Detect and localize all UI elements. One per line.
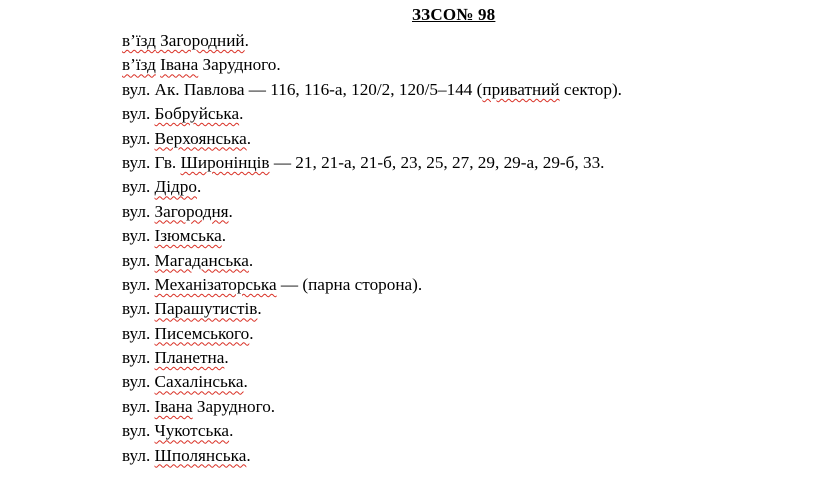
spellcheck-flagged-text: Верхоянська [154,128,247,148]
spellcheck-flagged-text: Планетна [154,348,225,368]
address-line [122,102,622,126]
spellcheck-flagged-text: Чукотська [154,421,230,441]
address-list [122,29,622,468]
line-text: вул. [122,274,155,294]
spellcheck-flagged-text: Івана [160,55,199,75]
address-line [122,151,622,175]
line-text: — 21, 21-а, 21-б, 23, 25, 27, 29, 29-а, 29-б, 33. [269,152,605,172]
line-text: . [239,104,244,124]
spellcheck-flagged-text: Механізаторська [154,274,277,294]
address-line [122,224,622,248]
spellcheck-flagged-text: Загородня [154,201,229,221]
spellcheck-flagged-text: приватний [482,79,560,99]
line-text: . [246,128,252,148]
line-text: . [243,372,248,392]
line-text: вул. [122,372,155,392]
address-line [122,419,622,443]
line-text: Зарудного. [198,55,281,75]
address-line [122,200,622,224]
line-text: . [249,323,254,343]
line-text: — (парна сторона). [276,274,423,294]
address-line [122,297,622,321]
line-text: Зарудного. [192,396,276,416]
line-text: вул. Ак. Павлова — 116, 116-а, 120/2, 120/5–144 ( [122,79,483,99]
line-text: вул. Гв. [122,152,181,172]
address-line [122,249,622,273]
document-title: ЗЗСО№ 98 [412,5,496,24]
spellcheck-flagged-text: Сахалінська [154,372,244,392]
spellcheck-flagged-text: Ізюмська [154,226,222,246]
address-line [122,370,622,394]
spellcheck-flagged-text: Бобруйська [154,104,240,124]
address-line [122,53,622,77]
line-text: . [229,421,234,441]
line-text: вул. [122,104,155,124]
line-text: вул. [122,128,155,148]
spellcheck-flagged-text: Широнінців [180,152,270,172]
line-text: . [228,201,233,221]
spellcheck-flagged-text: Писемського [154,323,250,343]
line-text: вул. [122,201,155,221]
address-line [122,78,622,102]
line-text: вул. [122,323,155,343]
line-text: вул. [122,421,155,441]
line-text: . [221,226,227,246]
line-text: . [248,250,254,270]
address-line [122,346,622,370]
line-text: . [224,348,229,368]
line-text: вул. [122,348,155,368]
line-text: вул. [122,226,155,246]
line-text: вул. [122,445,155,465]
spellcheck-flagged-text: Магаданська [154,250,249,270]
address-line [122,322,622,346]
spellcheck-flagged-text: в’їзд [122,31,156,50]
line-text: . [257,299,262,319]
spellcheck-flagged-text: Загородний [155,31,245,50]
spellcheck-flagged-text: Дідро [154,177,197,197]
line-text: вул. [122,250,155,270]
spellcheck-flagged-text: в’їзд [122,55,156,75]
line-text: . [196,177,202,197]
line-text: вул. [122,177,155,197]
line-text: вул. [122,299,155,319]
spellcheck-flagged-text: Шполянська [154,445,247,465]
address-line [122,127,622,151]
address-line [122,395,622,419]
spellcheck-flagged-text: Івана [154,396,193,416]
line-text: . [244,31,249,50]
spellcheck-flagged-text: Парашутистів [154,299,258,319]
address-line [122,444,622,468]
address-line [122,29,622,53]
address-line [122,175,622,199]
line-text: сектор). [559,79,622,99]
line-text: вул. [122,396,155,416]
address-line [122,273,622,297]
line-text: . [246,445,251,465]
